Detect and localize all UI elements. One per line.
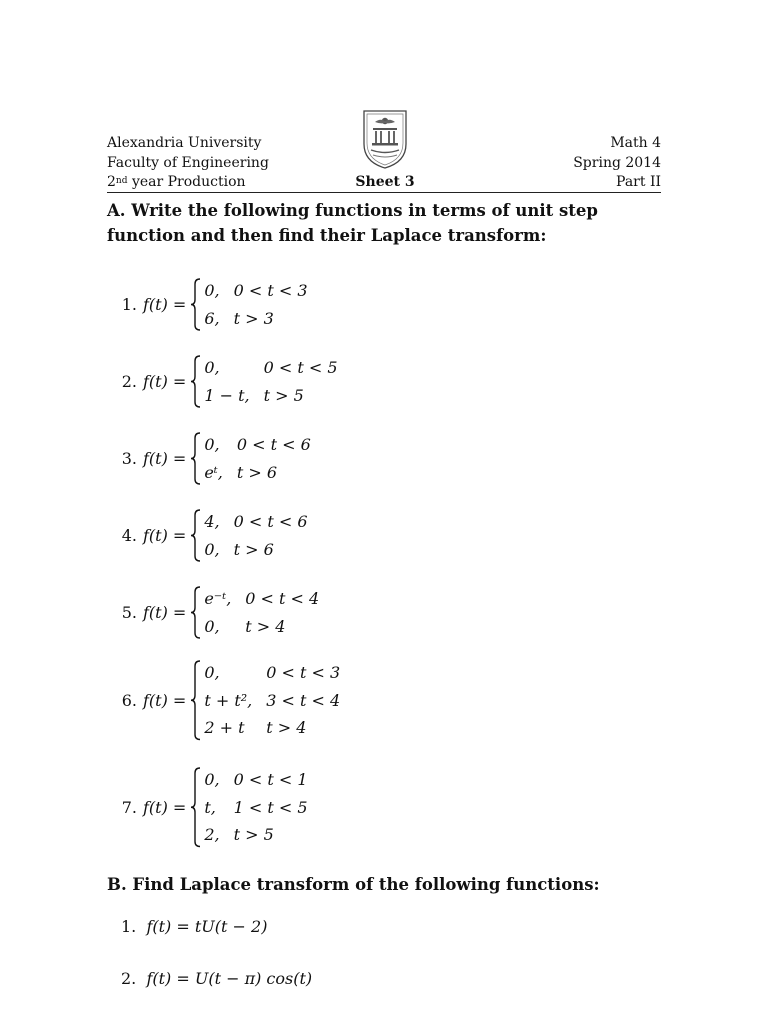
section-a-problem-1 xyxy=(115,277,308,332)
case-value: t, xyxy=(204,797,216,817)
semester: Spring 2014 xyxy=(573,154,661,171)
left-brace-icon xyxy=(190,354,202,409)
case-value: 0, xyxy=(204,539,220,559)
section-b-problem-1 xyxy=(121,917,267,936)
header-right xyxy=(573,134,661,193)
case-condition: t > 5 xyxy=(263,385,304,405)
problem-expression: f(t) = tU(t − 2) xyxy=(146,917,268,936)
course-name: Math 4 xyxy=(610,135,661,151)
case-value: 0, xyxy=(204,770,220,789)
problem-lhs: f(t) = xyxy=(143,690,187,710)
case-value: eᵗ, xyxy=(204,462,223,482)
case-condition: 0 < t < 5 xyxy=(263,358,338,377)
problem-number: 7. xyxy=(121,797,137,817)
problem-number: 1. xyxy=(121,295,137,314)
left-brace-icon xyxy=(190,277,202,332)
left-brace-icon xyxy=(190,508,202,563)
case-value: 2, xyxy=(204,825,220,844)
problem-lhs: f(t) = xyxy=(143,797,187,817)
case-value: 1 − t, xyxy=(204,385,250,405)
case-condition: 0 < t < 6 xyxy=(233,512,308,531)
case-value: t + t², xyxy=(204,690,253,710)
year-program: year Production xyxy=(131,174,246,190)
case-condition: t > 5 xyxy=(233,825,274,844)
case-value: 0, xyxy=(204,281,220,300)
case-value: 6, xyxy=(204,308,220,328)
part-label: Part II xyxy=(616,174,661,190)
problem-number: 3. xyxy=(121,449,137,468)
section-a-problem-7 xyxy=(115,766,308,849)
case-value: 0, xyxy=(204,616,220,636)
year-line xyxy=(107,173,269,193)
problem-lhs: f(t) = xyxy=(143,449,187,468)
problem-number: 1. xyxy=(121,917,137,936)
section-a-problem-3 xyxy=(115,431,311,486)
problem-number: 2. xyxy=(121,372,137,391)
left-brace-icon xyxy=(190,766,202,849)
case-condition: 3 < t < 4 xyxy=(266,690,341,710)
piecewise-cases xyxy=(204,277,307,332)
problem-number: 2. xyxy=(121,969,137,988)
piecewise-cases xyxy=(204,508,307,563)
problem-lhs: f(t) = xyxy=(143,295,187,314)
sheet-title: Sheet 3 xyxy=(355,174,415,190)
piecewise-cases xyxy=(204,766,307,849)
section-b-problem-2 xyxy=(121,969,312,988)
case-condition: t > 4 xyxy=(266,718,307,737)
left-brace-icon xyxy=(190,431,202,486)
header-rule xyxy=(107,192,661,193)
case-condition: t > 4 xyxy=(245,616,286,636)
case-condition: 1 < t < 5 xyxy=(233,797,308,817)
header-left xyxy=(107,134,269,193)
case-value: 2 + t xyxy=(204,718,245,737)
problem-lhs: f(t) = xyxy=(143,372,187,391)
case-condition: t > 3 xyxy=(233,308,274,328)
university-name: Alexandria University xyxy=(107,135,262,151)
year-number: 2 xyxy=(107,174,116,190)
case-value: 0, xyxy=(204,358,220,377)
section-a-problem-6 xyxy=(115,659,340,742)
case-value: 0, xyxy=(204,435,220,454)
case-value: 4, xyxy=(204,512,220,531)
case-value: 0, xyxy=(204,663,220,682)
case-condition: t > 6 xyxy=(233,539,274,559)
section-a-title: A. Write the following functions in terms of unit step function and then find their Laplace transform: xyxy=(107,201,598,245)
problem-number: 6. xyxy=(121,690,137,710)
year-ordinal-suffix: nd xyxy=(115,176,128,186)
case-condition: t > 6 xyxy=(236,462,278,482)
case-condition: 0 < t < 4 xyxy=(245,589,320,608)
problem-number: 4. xyxy=(121,526,137,545)
left-brace-icon xyxy=(190,585,202,640)
section-a-problem-4 xyxy=(115,508,308,563)
section-a-problem-5 xyxy=(115,585,319,640)
case-condition: 0 < t < 3 xyxy=(266,663,341,682)
case-condition: 0 < t < 3 xyxy=(233,281,308,300)
case-value: e⁻ᵗ, xyxy=(204,589,232,608)
problem-expression: f(t) = U(t − π) cos(t) xyxy=(146,969,313,988)
piecewise-cases xyxy=(204,659,340,742)
piecewise-cases xyxy=(204,431,310,486)
section-b-title: B. Find Laplace transform of the following functions: xyxy=(107,875,600,894)
case-condition: 0 < t < 6 xyxy=(236,435,311,454)
section-a-problem-2 xyxy=(115,354,338,409)
piecewise-cases xyxy=(204,585,319,640)
case-condition: 0 < t < 1 xyxy=(233,770,308,789)
problem-lhs: f(t) = xyxy=(143,603,187,622)
left-brace-icon xyxy=(190,659,202,742)
problem-number: 5. xyxy=(121,603,137,622)
problem-lhs: f(t) = xyxy=(143,526,187,545)
university-logo-icon xyxy=(360,108,410,170)
piecewise-cases xyxy=(204,354,337,409)
faculty-name: Faculty of Engineering xyxy=(107,154,269,171)
